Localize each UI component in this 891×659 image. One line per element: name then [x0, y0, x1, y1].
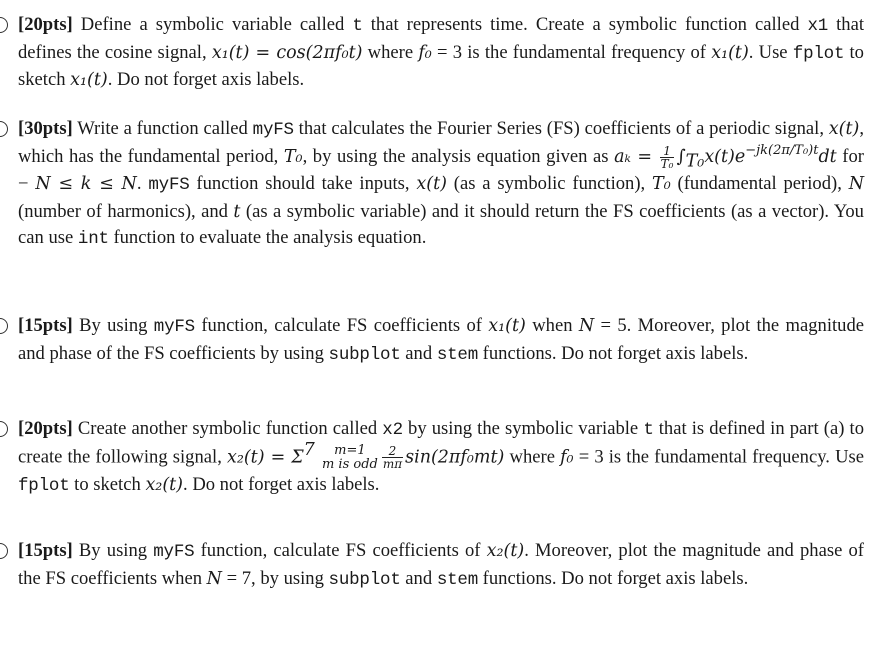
- math-expression: T₀: [652, 174, 671, 194]
- sum-upper-limit: 7: [303, 439, 315, 460]
- math-expression: x₁(t): [711, 42, 749, 63]
- code-token: myFS: [148, 175, 190, 195]
- math-expression: x(t): [828, 119, 860, 139]
- math-expression: x₁(t): [488, 316, 526, 336]
- code-token: x2: [382, 420, 403, 440]
- question-b: [30pts] Write a function called myFS that calculates the Fourier Series (FS) coefficients of a periodic signal, x(t), which has the fundamental period, T₀, by using the analysis equation given as aₖ = $\frac{1}{\text{T₀}}$ $\int_{T_0}x(t)e^{-jk(2\pi/T_0)t}dt$ for − N ≤ k ≤ N. myFS function should take inputs, x(t) (as a symbolic function), T₀ (fundamental period), N (number of harmonics), and t (as a symbolic variable) and it should return the FS coefficients (as a vector). You can use int function to evaluate the analysis equation.: [18, 116, 864, 253]
- list-bullet: [0, 17, 8, 33]
- list-bullet: [0, 121, 8, 137]
- math-expression: N: [578, 316, 595, 336]
- fraction: $\frac{2}{m\pi}$: [382, 444, 403, 471]
- points-label: [20pts]: [18, 418, 73, 439]
- list-bullet: [0, 421, 8, 437]
- math-expression: N: [848, 174, 864, 194]
- points-label: [20pts]: [18, 14, 73, 35]
- math-expression: dt: [818, 146, 837, 167]
- points-label: [15pts]: [18, 315, 73, 336]
- list-bullet: [0, 318, 8, 334]
- math-expression: x(t): [416, 174, 447, 194]
- code-token: fplot: [792, 43, 845, 64]
- math-expression: x₂(t): [145, 474, 184, 495]
- code-token: myFS: [252, 120, 294, 140]
- code-token: int: [77, 229, 109, 249]
- question-e: [15pts] By using myFS function, calculate FS coefficients of x₂(t). Moreover, plot the magnitude and phase of the FS coefficients when N = 7, by using subplot and stem functions. Do not forget axis labels.: [18, 538, 864, 593]
- integral-sign: ∫: [676, 146, 686, 167]
- math-expression: sin(2πf₀mt): [405, 446, 505, 467]
- math-expression: x(t)e: [704, 146, 746, 167]
- math-expression: f₀: [418, 42, 432, 63]
- math-expression: x₁(t) = cos(2πf₀t): [211, 42, 363, 63]
- code-token: stem: [436, 569, 479, 590]
- math-expression: N: [206, 568, 222, 589]
- list-bullet: [0, 543, 8, 559]
- math-expression: x₂(t) = Σ: [226, 446, 304, 467]
- integral-subscript: T₀: [685, 151, 705, 172]
- math-expression: T₀: [283, 146, 303, 167]
- math-expression: x₁(t): [70, 70, 108, 90]
- code-token: myFS: [153, 542, 195, 562]
- code-token: subplot: [328, 344, 401, 365]
- code-token: t: [643, 420, 654, 440]
- code-token: t: [352, 16, 363, 36]
- code-token: fplot: [18, 475, 70, 496]
- math-expression: N ≤ k ≤ N: [35, 174, 137, 194]
- question-a: [20pts] Define a symbolic variable called t that represents time. Create a symbolic function called x1 that defines the cosine signal, x₁(t) = cos(2πf₀t) where f₀ = 3 is the fundamental frequency of x₁(t). Use fplot to sketch x₁(t). Do not forget axis labels.: [18, 12, 864, 94]
- points-label: [30pts]: [18, 118, 73, 139]
- code-token: subplot: [328, 569, 401, 590]
- exponent: −jk(2π/T₀)t: [745, 142, 819, 158]
- math-expression: f₀: [560, 446, 574, 467]
- question-c: [15pts] By using myFS function, calculate FS coefficients of x₁(t) when N = 5. Moreover, plot the magnitude and phase of the FS coefficients by using subplot and stem functions. Do not forget axis labels.: [18, 313, 864, 368]
- math-expression: x₂(t): [486, 541, 525, 561]
- sum-lower-limit: m=1 m is odd: [321, 442, 378, 472]
- code-token: myFS: [153, 317, 195, 337]
- fraction: $\frac{1}{\text{T₀}}$: [660, 143, 674, 171]
- math-expression: t: [233, 201, 241, 222]
- math-expression: aₖ =: [614, 146, 653, 167]
- code-token: x1: [807, 16, 829, 36]
- question-d: [20pts] Create another symbolic function called x2 by using the symbolic variable t that is defined in part (a) to create the following signal, $x_2(t) = \Sigma^7$ m=1 m is odd $\frac{2}{m\pi}$ sin(2πf₀mt) where f₀ = 3 is the fundamental frequency. Use fplot to sketch x₂(t). Do not forget axis labels.: [18, 416, 864, 499]
- points-label: [15pts]: [18, 540, 73, 561]
- code-token: stem: [436, 344, 479, 365]
